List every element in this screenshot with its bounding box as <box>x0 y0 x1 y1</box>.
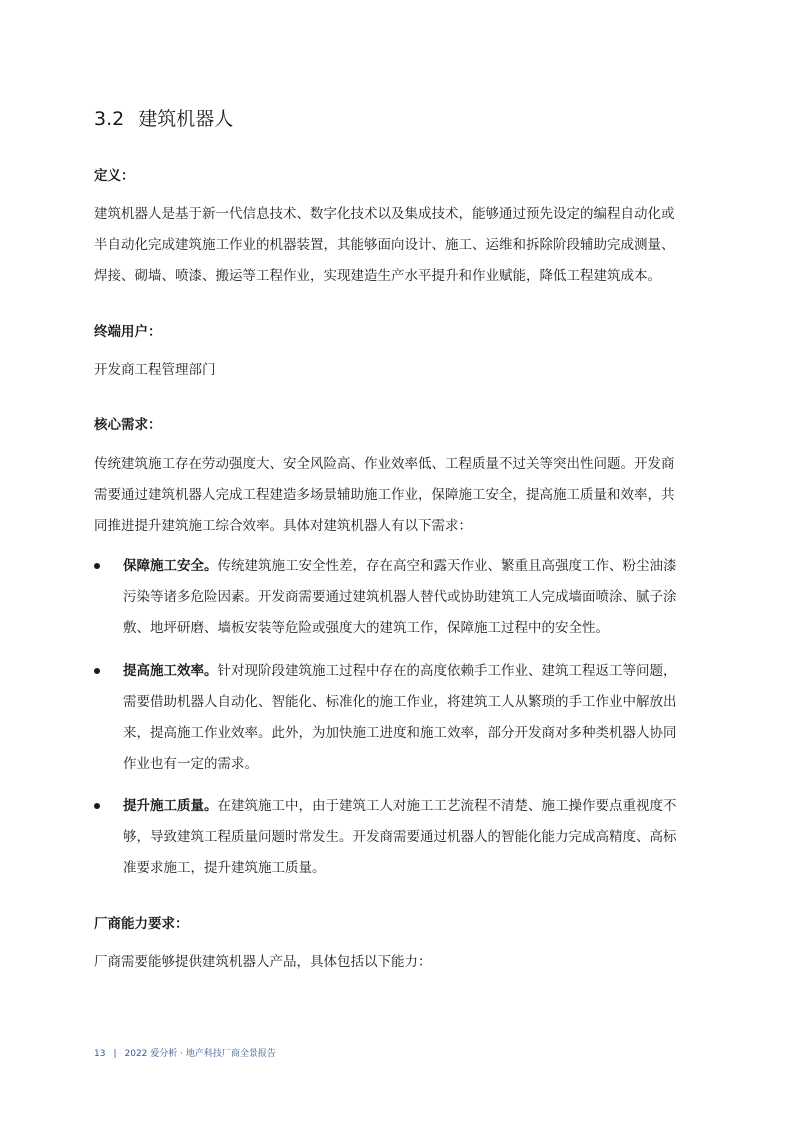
bullet-icon <box>94 563 100 569</box>
bullet-line: 来，提高施工作业效率。此外，为加快施工进度和施工效率，部分开发商对多种类机器人协同 <box>123 725 677 741</box>
bullet-line: 敷、地坪研磨、墙板安装等危险或强度大的建筑工作，保障施工过程中的安全性。 <box>123 620 609 636</box>
report-title: 2022 爱分析 · 地产科技厂商全景报告 <box>124 1049 276 1059</box>
bullet-line: 针对现阶段建筑施工过程中存在的高度依赖手工作业、建筑工程返工等问题， <box>217 663 677 679</box>
bullet-line: 需要借助机器人自动化、智能化、标准化的施工作业，将建筑工人从繁琐的手工作业中解放出 <box>123 694 677 710</box>
bullet-line: 作业也有一定的需求。 <box>123 756 258 772</box>
bullet-text <box>123 551 703 644</box>
bullet-text <box>123 656 703 780</box>
bullet-line: 准要求施工，提升建筑施工质量。 <box>123 860 326 876</box>
core-needs-line: 同推进提升建筑施工综合效率。具体对建筑机器人有以下需求： <box>94 518 472 534</box>
footer-separator: | <box>113 1049 117 1059</box>
bullet-title: 提高施工效率。 <box>123 663 218 679</box>
bullet-title: 保障施工安全。 <box>123 558 218 574</box>
end-users-text <box>94 355 704 386</box>
page-number: 13 <box>94 1049 106 1059</box>
definition-paragraph <box>94 199 704 292</box>
bullet-line: 污染等诸多危险因素。开发商需要通过建筑机器人替代或协助建筑工人完成墙面喷涂、腻子涂 <box>123 589 677 605</box>
end-users-line: 开发商工程管理部门 <box>94 362 216 378</box>
core-needs-label: 核心需求： <box>94 417 162 433</box>
definition-line: 焊接、砌墙、喷漆、搬运等工程作业，实现建造生产水平提升和作业赋能，降低工程建筑成本。 <box>94 268 661 284</box>
vendor-label: 厂商能力要求： <box>94 916 189 932</box>
definition-line: 半自动化完成建筑施工作业的机器装置，其能够面向设计、施工、运维和拆除阶段辅助完成测量、 <box>94 237 675 253</box>
vendor-line: 厂商需要能够提供建筑机器人产品，具体包括以下能力： <box>94 954 432 970</box>
section-number: 3.2 <box>94 108 125 130</box>
core-needs-paragraph <box>94 449 704 542</box>
bullet-text <box>123 791 703 884</box>
section-title <box>94 104 233 131</box>
end-users-label: 终端用户： <box>94 324 162 340</box>
page-footer <box>94 1046 276 1059</box>
bullet-line: 够，导致建筑工程质量问题时常发生。开发商需要通过机器人的智能化能力完成高精度、高标 <box>123 829 677 845</box>
bullet-icon <box>94 668 100 674</box>
core-needs-line: 需要通过建筑机器人完成工程建造多场景辅助施工作业，保障施工安全，提高施工质量和效率，共 <box>94 487 675 503</box>
bullet-title: 提升施工质量。 <box>123 798 218 814</box>
core-needs-line: 传统建筑施工存在劳动强度大、安全风险高、作业效率低、工程质量不过关等突出性问题。开发商 <box>94 456 675 472</box>
section-heading: 建筑机器人 <box>138 108 234 130</box>
bullet-line: 在建筑施工中，由于建筑工人对施工工艺流程不清楚、施工操作要点重视度不 <box>217 798 677 814</box>
bullet-line: 传统建筑施工安全性差，存在高空和露天作业、繁重且高强度工作、粉尘油漆 <box>217 558 677 574</box>
vendor-text <box>94 947 704 978</box>
definition-label: 定义： <box>94 168 135 184</box>
bullet-icon <box>94 803 100 809</box>
definition-line: 建筑机器人是基于新一代信息技术、数字化技术以及集成技术，能够通过预先设定的编程自动化或 <box>94 206 675 222</box>
